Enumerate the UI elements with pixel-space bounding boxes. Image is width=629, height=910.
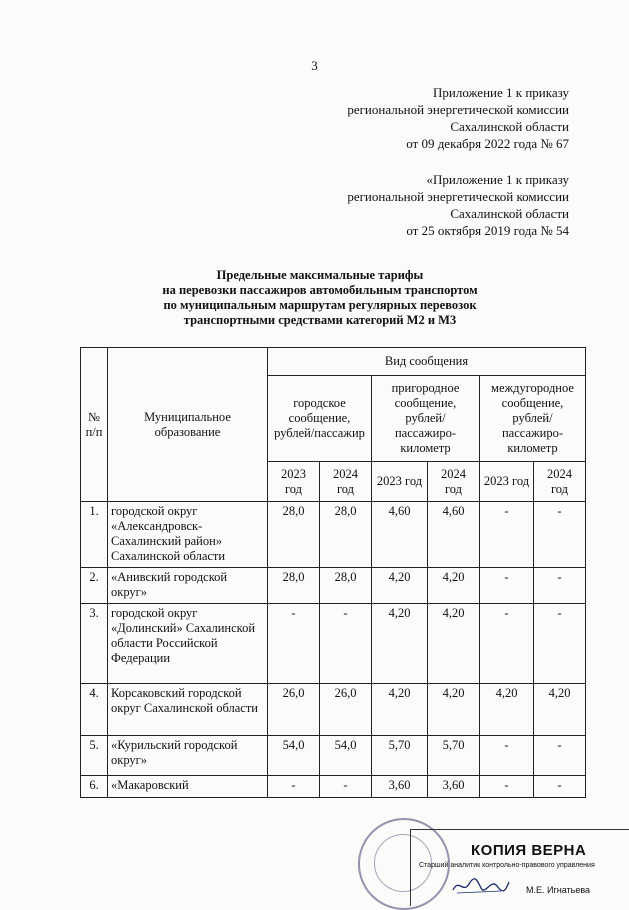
row-value: 4,20 — [534, 684, 586, 736]
header-kind-intercity: междугородное сообщение, рублей/ пассажиро-километр — [480, 376, 586, 462]
row-num: 2. — [81, 568, 108, 604]
row-value: 5,70 — [372, 736, 428, 776]
header-year: 2023 год — [480, 462, 534, 502]
row-value: - — [534, 776, 586, 798]
row-value: 26,0 — [320, 684, 372, 736]
copy-stamp-title: КОПИЯ ВЕРНА — [471, 842, 587, 859]
header-group: Вид сообщения — [268, 348, 586, 376]
appendix-line: от 09 декабря 2022 года № 67 — [406, 136, 569, 151]
table-row — [81, 568, 586, 604]
row-value: 54,0 — [320, 736, 372, 776]
header-year: 2024 год — [428, 462, 480, 502]
row-value: 4,20 — [480, 684, 534, 736]
row-value: 4,20 — [428, 604, 480, 684]
row-municipality: Корсаковский городской округ Сахалинской области — [108, 684, 268, 736]
page-number: 3 — [311, 58, 318, 73]
appendix-line: «Приложение 1 к приказу — [426, 172, 569, 187]
row-value: - — [268, 776, 320, 798]
row-value: - — [480, 568, 534, 604]
row-value: 28,0 — [320, 568, 372, 604]
tariffs-table — [80, 347, 586, 798]
table-row — [81, 776, 586, 798]
header-municipality: Муниципальное образование — [108, 348, 268, 502]
header-year: 2024 год — [534, 462, 586, 502]
title-line: на перевозки пассажиров автомобильным транспортом — [162, 283, 478, 297]
row-municipality: городской округ «Долинский» Сахалинской области Российской Федерации — [108, 604, 268, 684]
row-value: - — [534, 502, 586, 568]
row-value: - — [480, 502, 534, 568]
row-value: - — [534, 736, 586, 776]
title-line: транспортными средствами категорий М2 и М3 — [183, 313, 457, 327]
table-row — [81, 684, 586, 736]
appendix-line: Приложение 1 к приказу — [432, 85, 569, 100]
row-value: 5,70 — [428, 736, 480, 776]
header-year: 2024 год — [320, 462, 372, 502]
certified-copy-stamp — [410, 829, 629, 906]
row-value: - — [320, 604, 372, 684]
row-value: 4,20 — [372, 604, 428, 684]
row-value: 4,20 — [372, 568, 428, 604]
table-row — [81, 502, 586, 568]
row-value: 4,20 — [372, 684, 428, 736]
document-title — [100, 268, 540, 328]
appendix-line: Сахалинской области — [450, 206, 569, 221]
row-num: 3. — [81, 604, 108, 684]
row-value: 4,20 — [428, 568, 480, 604]
row-municipality: «Макаровский — [108, 776, 268, 798]
row-value: 4,60 — [372, 502, 428, 568]
title-line: по муниципальным маршрутам регулярных перевозок — [163, 298, 477, 312]
row-value: 28,0 — [268, 502, 320, 568]
appendix-line: региональной энергетической комиссии — [347, 102, 569, 117]
appendix-original — [347, 171, 569, 239]
copy-stamp-position: Старший аналитик контрольно-правового управления — [419, 862, 595, 869]
row-value: 28,0 — [320, 502, 372, 568]
header-year: 2023 год — [372, 462, 428, 502]
row-municipality: городской округ «Александровск-Сахалинский район» Сахалинской области — [108, 502, 268, 568]
row-value: - — [320, 776, 372, 798]
row-municipality: «Курильский городской округ» — [108, 736, 268, 776]
row-value: - — [534, 604, 586, 684]
appendix-line: от 25 октября 2019 года № 54 — [406, 223, 569, 238]
row-value: 3,60 — [428, 776, 480, 798]
row-value: 54,0 — [268, 736, 320, 776]
row-value: - — [480, 604, 534, 684]
row-value: 26,0 — [268, 684, 320, 736]
table-row — [81, 604, 586, 684]
title-line: Предельные максимальные тарифы — [216, 268, 424, 282]
header-num: № п/п — [81, 348, 108, 502]
row-value: 4,20 — [428, 684, 480, 736]
row-municipality: «Анивский городской округ» — [108, 568, 268, 604]
row-value: - — [480, 776, 534, 798]
row-value: - — [480, 736, 534, 776]
row-num: 6. — [81, 776, 108, 798]
header-kind-city: городское сообщение, рублей/пассажир — [268, 376, 372, 462]
row-num: 5. — [81, 736, 108, 776]
row-value: 3,60 — [372, 776, 428, 798]
appendix-line: региональной энергетической комиссии — [347, 189, 569, 204]
appendix-line: Сахалинской области — [450, 119, 569, 134]
header-kind-suburban: пригородное сообщение, рублей/ пассажиро-километр — [372, 376, 480, 462]
row-num: 1. — [81, 502, 108, 568]
row-value: - — [534, 568, 586, 604]
row-num: 4. — [81, 684, 108, 736]
copy-stamp-signer: М.Е. Игнатьева — [526, 885, 591, 895]
header-year: 2023 год — [268, 462, 320, 502]
row-value: - — [268, 604, 320, 684]
row-value: 28,0 — [268, 568, 320, 604]
appendix-current — [347, 84, 569, 152]
table-row — [81, 736, 586, 776]
row-value: 4,60 — [428, 502, 480, 568]
handwritten-signature — [451, 874, 511, 896]
